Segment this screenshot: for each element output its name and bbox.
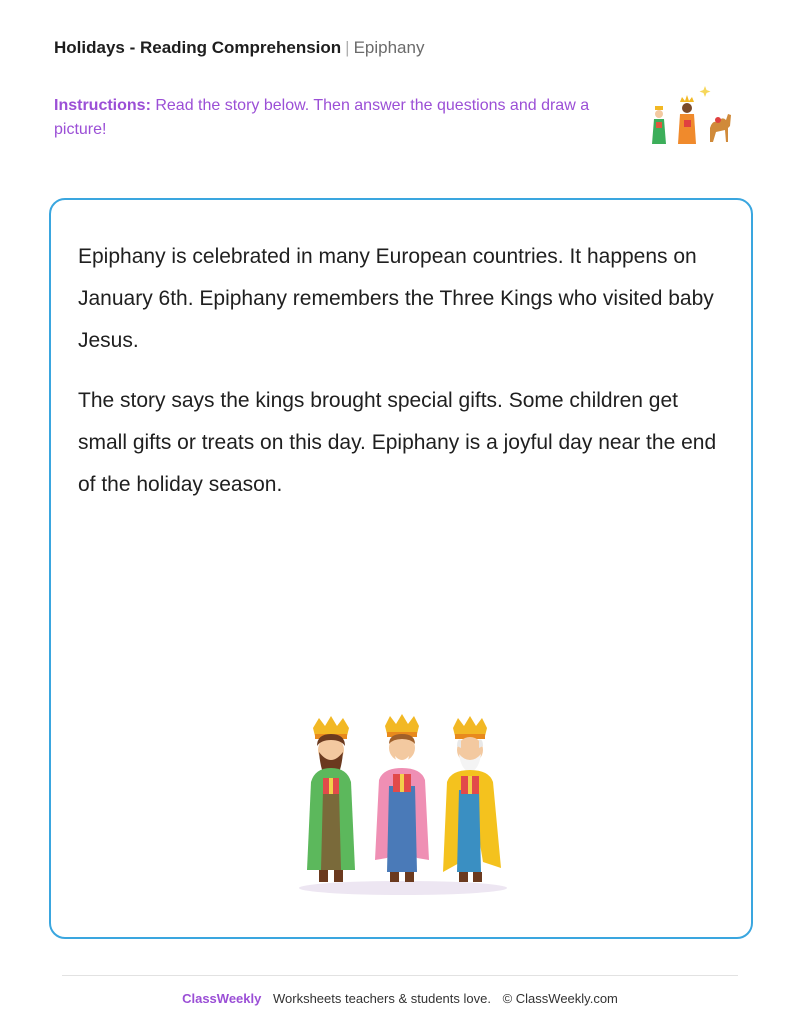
instructions (54, 94, 614, 142)
instructions-label: Instructions: (54, 97, 151, 114)
three-kings-camel-icon (646, 86, 732, 148)
king-green (307, 716, 355, 882)
king-yellow (443, 716, 501, 882)
footer (0, 991, 800, 1006)
king-pink (375, 714, 429, 882)
story-box (49, 198, 753, 939)
title-separator: | (345, 38, 350, 57)
footer-tagline: Worksheets teachers & students love. (272, 991, 491, 1006)
three-kings-illustration (295, 712, 511, 898)
worksheet-topic: Epiphany (353, 38, 425, 57)
story-text (78, 236, 718, 524)
footer-copyright: © ClassWeekly.com (502, 991, 618, 1006)
page-header (54, 38, 424, 58)
footer-divider (62, 975, 738, 976)
instructions-text: Read the story below. Then answer the questions and draw a picture! (54, 97, 590, 138)
worksheet-title: Holidays - Reading Comprehension (54, 38, 342, 57)
footer-brand: ClassWeekly (182, 991, 262, 1006)
story-paragraph-2: The story says the kings brought special gifts. Some children get small gifts or treats on this day. Epiphany is a joyful day near the end of the holiday season. (78, 389, 717, 496)
story-paragraph-1: Epiphany is celebrated in many European countries. It happens on January 6th. Epiphany remembers the Three Kings who visited baby Jesus. (78, 245, 714, 352)
